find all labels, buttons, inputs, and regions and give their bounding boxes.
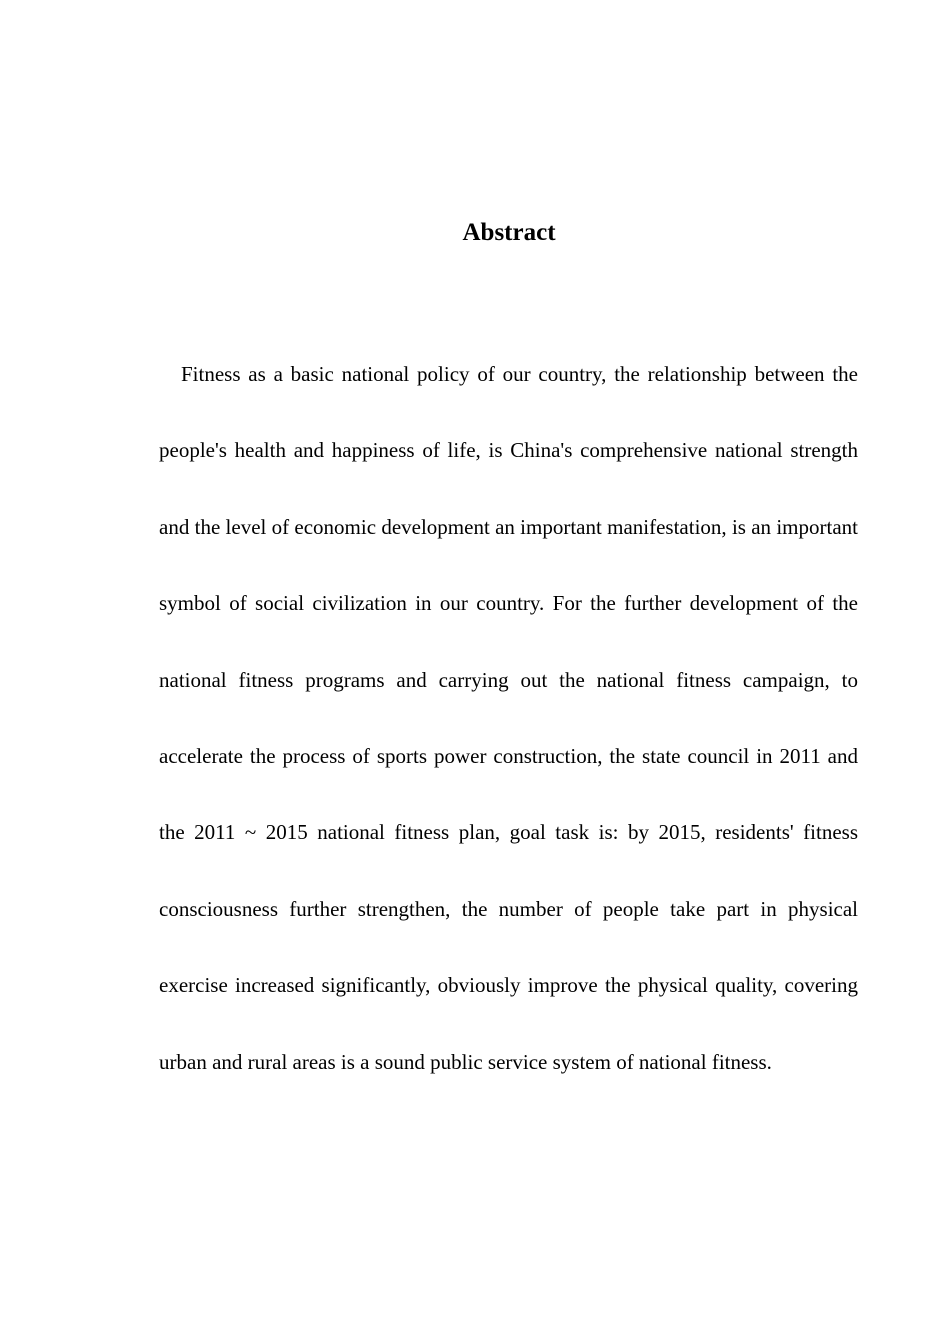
abstract-paragraph: Fitness as a basic national policy of our country, the relationship between the people's health and happiness of life, is China's comprehensive national strength and the level of economic development an important manifestation, is an important symbol of social civilization in our country. For the further development of the national fitness programs and carrying out the national fitness campaign, to accelerate the process of sports power construction, the state council in 2011 and the 2011 ~ 2015 national fitness plan, goal task is: by 2015, residents' fitness consciousness further strengthen, the number of people take part in physical exercise increased significantly, obviously improve the physical quality, covering urban and rural areas is a sound public service system of national fitness. — [159, 362, 858, 1074]
abstract-title: Abstract — [462, 219, 556, 246]
